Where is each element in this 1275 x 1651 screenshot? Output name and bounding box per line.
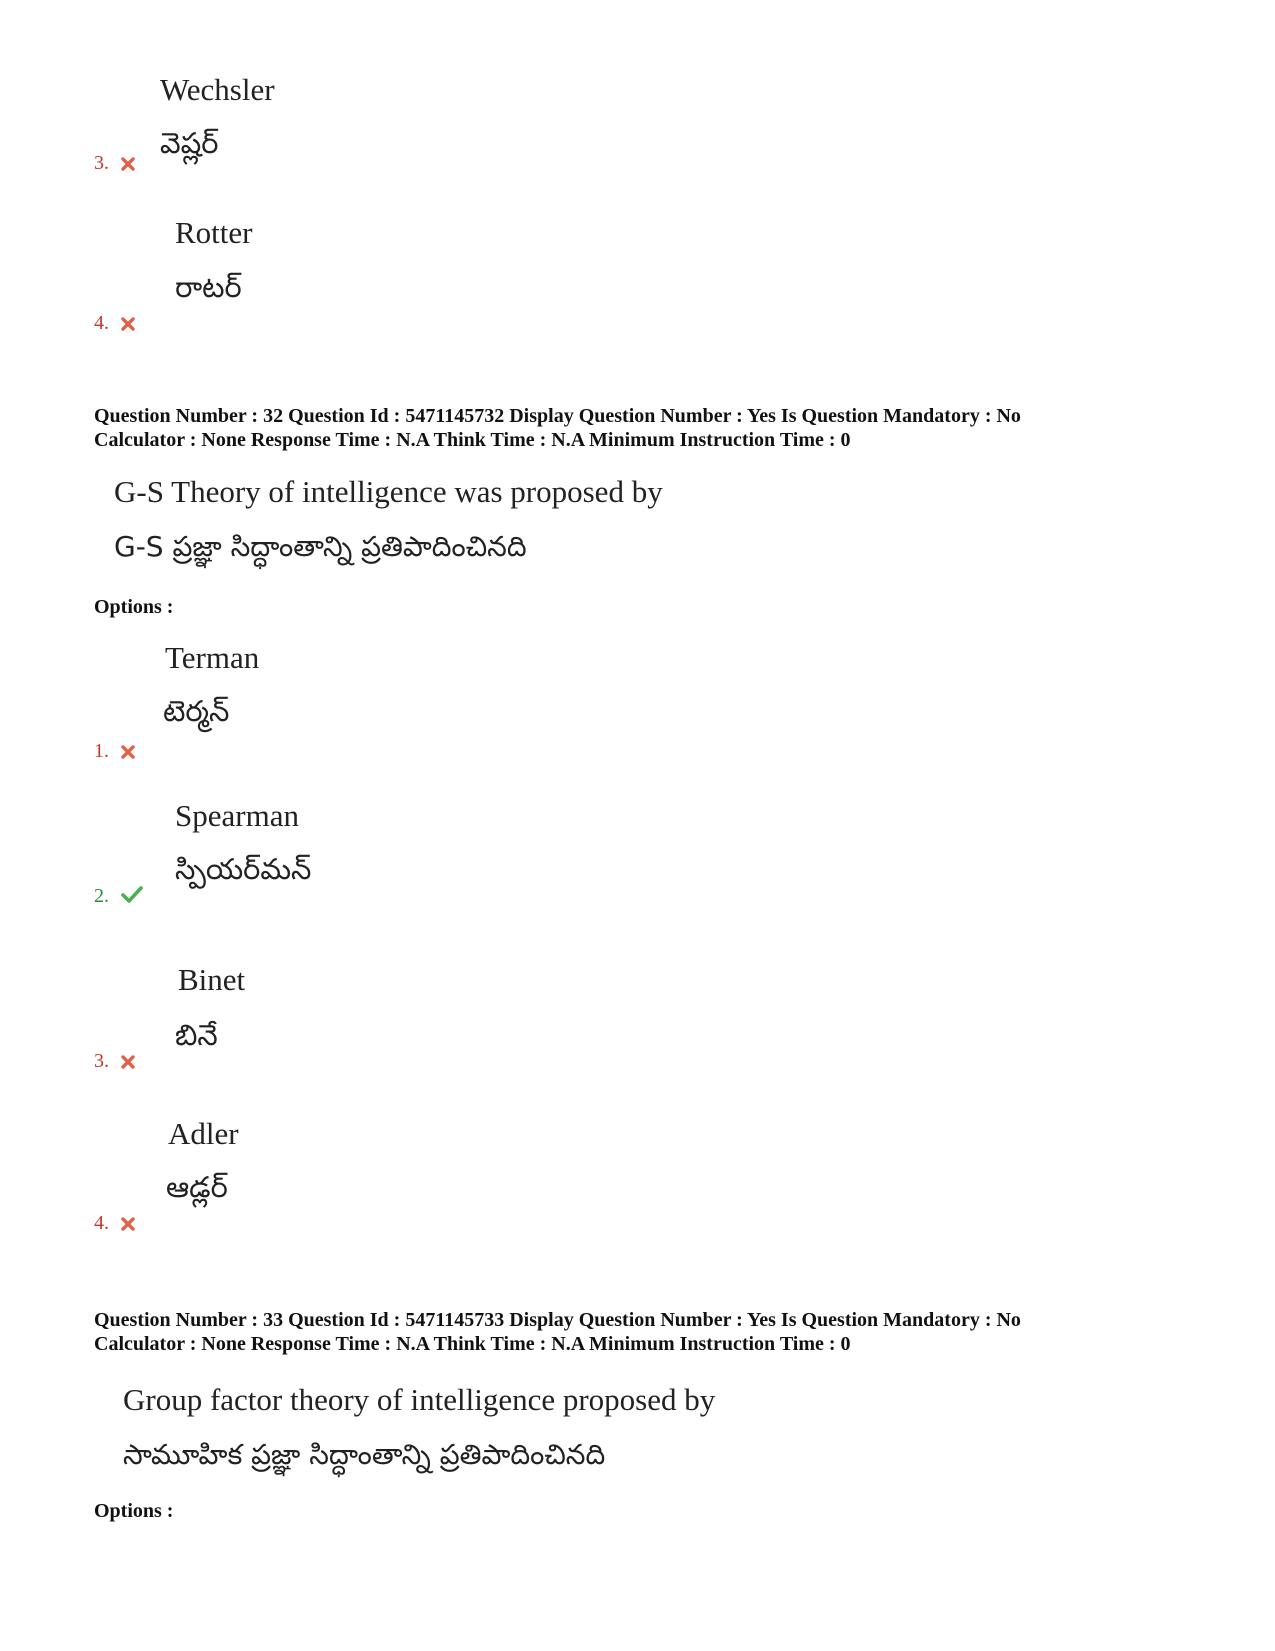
question-33-text-english: Group factor theory of intelligence proposed by [123,1382,716,1417]
question-32-text-telugu: G-S ప్రజ్ఞా సిద్ధాంతాన్ని ప్రతిపాదించినది [114,530,527,563]
question-33-options-label: Options : [94,1500,174,1522]
option-4-english: Rotter [175,215,253,250]
option-number: 2. [94,885,109,907]
option-number: 4. [94,312,109,334]
option-number: 4. [94,1212,109,1234]
q32-option-1-telugu: టెర్మన్ [163,694,230,728]
question-32-options-label: Options : [94,596,174,618]
q32-option-1-marker [94,740,135,764]
question-32-meta-line-2: Calculator : None Response Time : N.A Think Time : N.A Minimum Instruction Time : 0 [94,429,851,451]
q32-option-3-marker [94,1050,135,1074]
cross-icon [121,157,135,176]
option-3-telugu: వెష్లర్ [160,126,219,160]
q32-option-3-english: Binet [178,962,246,997]
cross-icon [121,1055,135,1074]
question-33-meta-line-2: Calculator : None Response Time : N.A Think Time : N.A Minimum Instruction Time : 0 [94,1333,851,1355]
q32-option-1-english: Terman [165,640,260,675]
q32-option-2-english: Spearman [175,798,299,833]
option-3-marker [94,152,135,176]
q32-option-2-telugu: స్పియర్‌మన్ [175,852,312,886]
cross-icon [121,317,135,336]
check-icon [121,886,143,909]
q32-option-4-english: Adler [168,1116,239,1151]
option-4-telugu: రాటర్ [175,270,242,304]
q32-option-2-marker [94,885,143,909]
question-33-meta-line-1: Question Number : 33 Question Id : 5471145733 Display Question Number : Yes Is Question Mandatory : No [94,1309,1021,1331]
question-33-text-telugu: సామూహిక ప్రజ్ఞా సిద్ధాంతాన్ని ప్రతిపాదించినది [123,1438,606,1471]
question-32-meta-line-1: Question Number : 32 Question Id : 5471145732 Display Question Number : Yes Is Question Mandatory : No [94,405,1021,427]
question-32-text-english: G-S Theory of intelligence was proposed by [114,474,663,509]
option-3-english: Wechsler [160,72,275,107]
q32-option-3-telugu: బినే [175,1018,218,1052]
q32-option-4-telugu: ఆడ్లర్ [166,1170,228,1204]
option-number: 1. [94,740,109,762]
option-number: 3. [94,152,109,174]
cross-icon [121,745,135,764]
option-number: 3. [94,1050,109,1072]
q32-option-4-marker [94,1212,135,1236]
option-4-marker [94,312,135,336]
cross-icon [121,1217,135,1236]
